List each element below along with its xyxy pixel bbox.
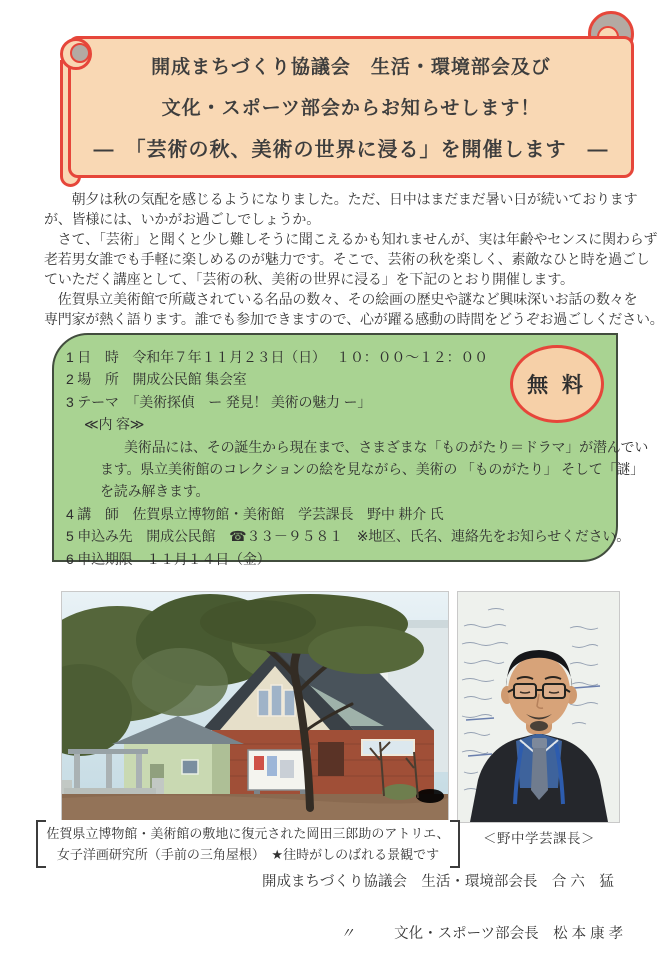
detail-lecturer: 4 講 師 佐賀県立博物館・美術館 学芸課長 野中 耕介 氏 (66, 505, 444, 522)
banner-title-line-2: 文化・スポーツ部会からお知らせします！ (161, 97, 541, 119)
detail-date-time: 1 日 時 令和年７年１１月２３日（日） １０：００～１２：００ (66, 349, 488, 365)
atelier-caption-line-1: 佐賀県立博物館・美術館の敷地に復元された岡田三郎助のアトリエ、 (46, 826, 450, 841)
title-banner (68, 36, 634, 178)
intro-line: 専門家が熱く語ります。誰でも参加できますので、心が躍る感動の時間をどうぞお過ごしください。 (44, 311, 664, 327)
detail-content-line: ます。県立美術館のコレクションの絵を見ながら、美術の 「ものがたり」 そして「謎」 (100, 461, 644, 478)
intro-line: さて、「芸術」と聞くと少し難しそうに聞こえるかも知れませんが、実は年齢やセンスに関わらず (44, 231, 658, 247)
banner-title-line-1: 開成まちづくり協議会 生活・環境部会及び (151, 57, 551, 79)
signature-line-2 (316, 895, 668, 960)
free-admission-badge (510, 345, 604, 423)
detail-content-label: ≪内 容≫ (84, 416, 145, 433)
scroll-curl-left-icon (60, 38, 92, 70)
intro-line: が、皆様には、いかがお過ごしでしょうか。 (44, 211, 320, 227)
banner-title-line-3: ― 「芸術の秋、美術の世界に浸る」を開催します ― (93, 138, 609, 161)
detail-place: 2 場 所 開成公民館 集会室 (66, 371, 247, 388)
detail-theme: 3 テーマ 「美術探偵 ー 発見！ 美術の魅力 ー」 (66, 393, 372, 410)
museum-atelier-illustration (62, 592, 448, 822)
intro-line: 老若男女誰でも手軽に楽しめるのが魅力です。そこで、芸術の秋を楽しく、素敵なひと時を過ごし (44, 251, 650, 267)
signature-line-1: 開成まちづくり協議会 生活・環境部会長 合 六 猛 (262, 874, 614, 890)
detail-deadline: 6 申込期限 １１月１４日（金） (66, 550, 271, 567)
right-bracket-decoration (450, 820, 460, 868)
intro-paragraphs (44, 189, 664, 329)
detail-content-line: 美術品には、その誕生から現在まで、さまざまな「ものがたり＝ドラマ」が潜んでい (124, 438, 649, 455)
atelier-caption (36, 820, 460, 868)
curator-portrait-illustration (458, 592, 619, 822)
detail-application: 5 申込み先 開成公民館 ☎３３－９５８１ ※地区、氏名、連絡先をお知らせください。 (66, 528, 631, 545)
detail-content-line: を読み解きます。 (100, 483, 210, 500)
signature-line-2-text: 文化・スポーツ部会長 松 本 康 孝 (394, 926, 624, 942)
intro-line: 佐賀県立美術館で所蔵されている名品の数々、その絵画の歴史や謎など興味深いお話の数々を (44, 291, 638, 307)
ditto-mark: 〃 (340, 926, 355, 942)
event-details-box (52, 333, 649, 567)
curator-caption: ＜野中学芸課長＞ (483, 831, 595, 846)
signatures (0, 869, 668, 960)
intro-line: ていただく講座として、「芸術の秋、美術の世界に浸る」を下記のとおり開催します。 (44, 271, 574, 287)
left-bracket-decoration (36, 820, 46, 868)
atelier-caption-line-2: 女子洋画研究所（手前の三角屋根） ★往時がしのばれる景観です (56, 847, 440, 862)
free-badge-label: 無 料 (527, 374, 587, 397)
museum-atelier-photo (62, 592, 448, 822)
curator-photo (458, 592, 619, 822)
intro-line: 朝夕は秋の気配を感じるようになりました。ただ、日中はまだまだ暑い日が続いております (44, 191, 638, 207)
